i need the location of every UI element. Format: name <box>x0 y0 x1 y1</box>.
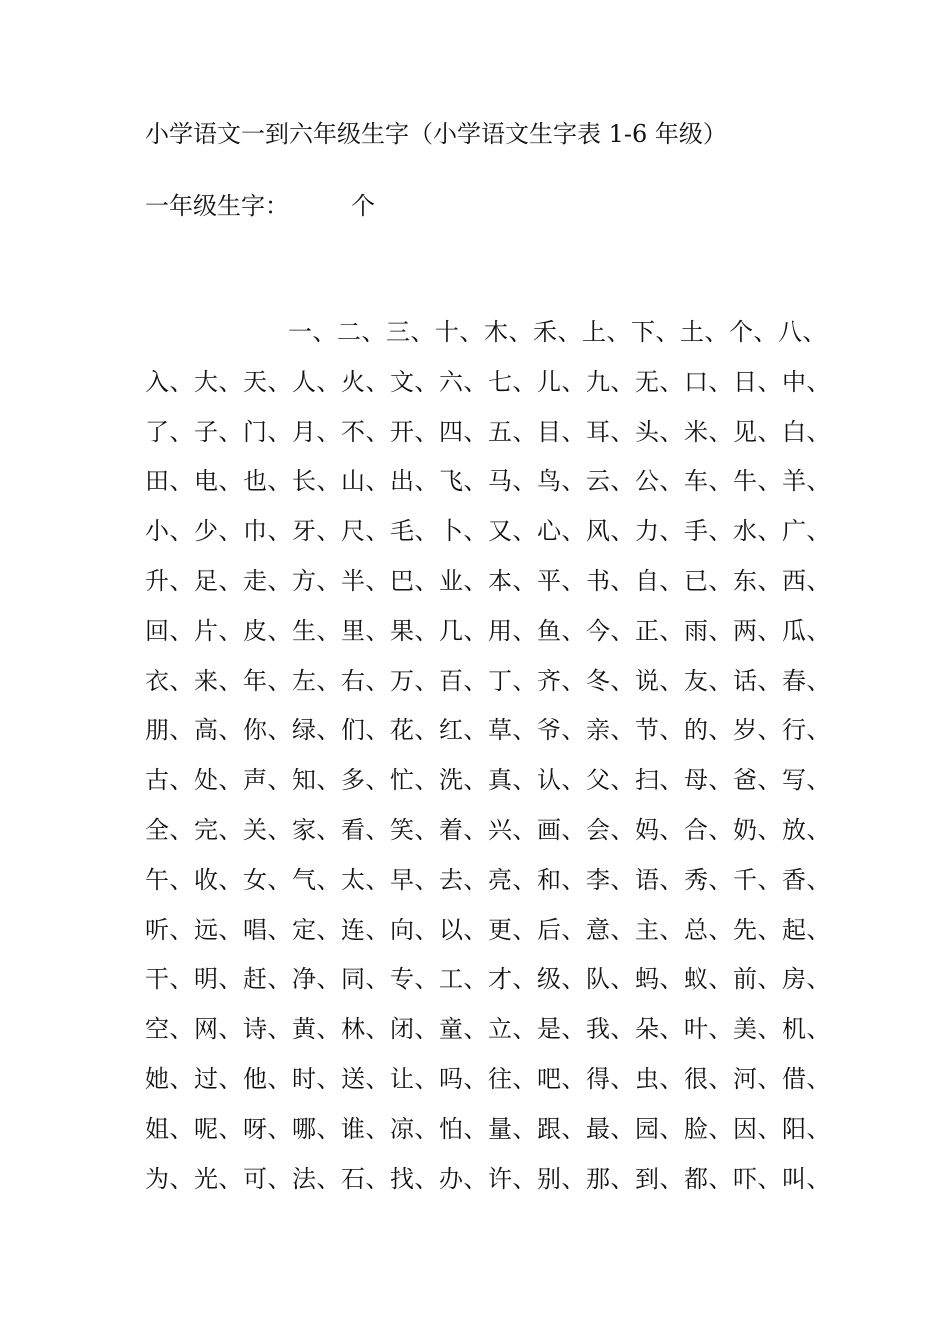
character-line: 听、远、唱、定、连、向、以、更、后、意、主、总、先、起、 <box>145 915 831 944</box>
character-line: 为、光、可、法、石、找、办、许、别、那、到、都、吓、叫、 <box>145 1164 831 1193</box>
character-line: 了、子、门、月、不、开、四、五、目、耳、头、米、见、白、 <box>145 417 831 446</box>
character-line: 一、二、三、十、木、禾、上、下、土、个、八、 <box>288 318 827 346</box>
character-line: 回、片、皮、生、里、果、几、用、鱼、今、正、雨、两、瓜、 <box>145 616 831 645</box>
document-title: 小学语文一到六年级生字（小学语文生字表 1-6 年级） <box>145 120 727 148</box>
character-line: 升、足、走、方、半、巴、业、本、平、书、自、已、东、西、 <box>145 566 831 595</box>
character-line: 全、完、关、家、看、笑、着、兴、画、会、妈、合、奶、放、 <box>145 815 831 844</box>
character-line: 朋、高、你、绿、们、花、红、草、爷、亲、节、的、岁、行、 <box>145 716 831 745</box>
character-line: 田、电、也、长、山、出、飞、马、鸟、云、公、车、牛、羊、 <box>145 467 831 496</box>
character-line: 衣、来、年、左、右、万、百、丁、齐、冬、说、友、话、春、 <box>145 666 831 695</box>
grade1-heading <box>145 190 375 222</box>
grade1-label: 一年级生字： <box>145 192 289 220</box>
character-line: 午、收、女、气、太、早、去、亮、和、李、语、秀、千、香、 <box>145 865 831 894</box>
character-line: 空、网、诗、黄、林、闭、童、立、是、我、朵、叶、美、机、 <box>145 1015 831 1044</box>
character-line: 入、大、天、人、火、文、六、七、儿、九、无、口、日、中、 <box>145 367 831 396</box>
character-line: 古、处、声、知、多、忙、洗、真、认、父、扫、母、爸、写、 <box>145 766 831 795</box>
character-list <box>145 308 831 1204</box>
character-line: 姐、呢、呀、哪、谁、凉、怕、量、跟、最、园、脸、因、阳、 <box>145 1114 831 1143</box>
character-line: 干、明、赶、净、同、专、工、才、级、队、蚂、蚁、前、房、 <box>145 965 831 994</box>
character-line: 小、少、巾、牙、尺、毛、卜、又、心、风、力、手、水、广、 <box>145 517 831 546</box>
character-line: 她、过、他、时、送、让、吗、往、吧、得、虫、很、河、借、 <box>145 1064 831 1093</box>
grade1-count: 个 <box>351 192 375 220</box>
